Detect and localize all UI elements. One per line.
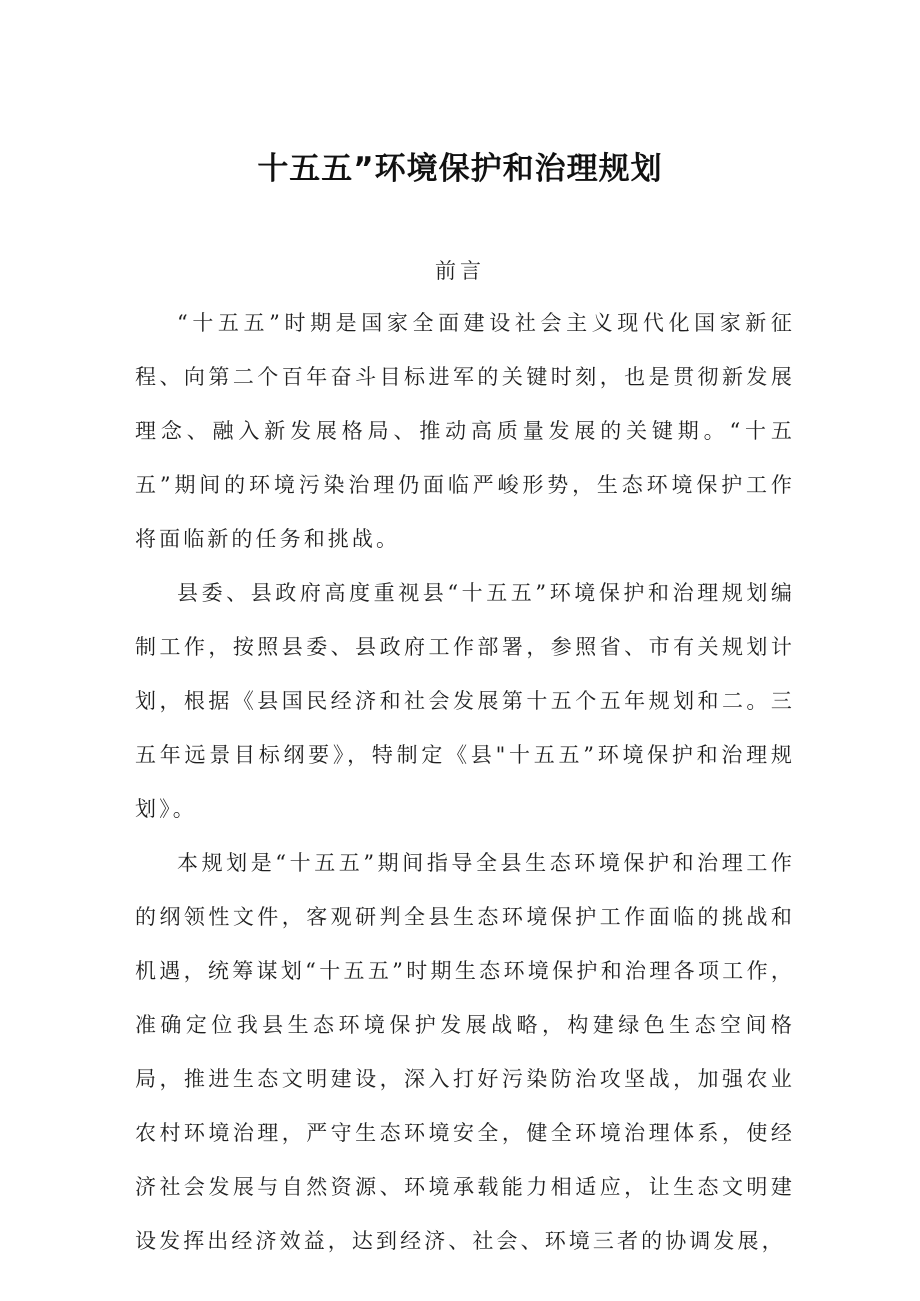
document-body [135, 296, 795, 1268]
paragraph-3: 本规划是“十五五”期间指导全县生态环境保护和治理工作的纲领性文件，客观研判全县生态环境保护工作面临的挑战和机遇，统筹谋划“十五五”时期生态环境保护和治理各项工作，准确定位我县生态环境保护发展战略，构建绿色生态空间格局，推进生态文明建设，深入打好污染防治攻坚战，加强农业农村环境治理，严守生态环境安全，健全环境治理体系，使经济社会发展与自然资源、环境承载能力相适应，让生态文明建设发挥出经济效益，达到经济、社会、环境三者的协调发展， [135, 851, 795, 1253]
document-title: 十五五”环境保护和治理规划 [257, 150, 663, 187]
paragraph-1: “十五五”时期是国家全面建设社会主义现代化国家新征程、向第二个百年奋斗目标进军的关键时刻，也是贯彻新发展理念、融入新发展格局、推动高质量发展的关键期。“十五五”期间的环境污染治理仍面临严峻形势，生态环境保护工作将面临新的任务和挑战。 [135, 311, 795, 551]
section-heading: 前言 [435, 259, 485, 283]
paragraph-2: 县委、县政府高度重视县“十五五”环境保护和治理规划编制工作，按照县委、县政府工作部署，参照省、市有关规划计划，根据《县国民经济和社会发展第十五个五年规划和二。三五年远景目标纲要》，特制定《县"十五五”环境保护和治理规划》。 [135, 581, 795, 821]
